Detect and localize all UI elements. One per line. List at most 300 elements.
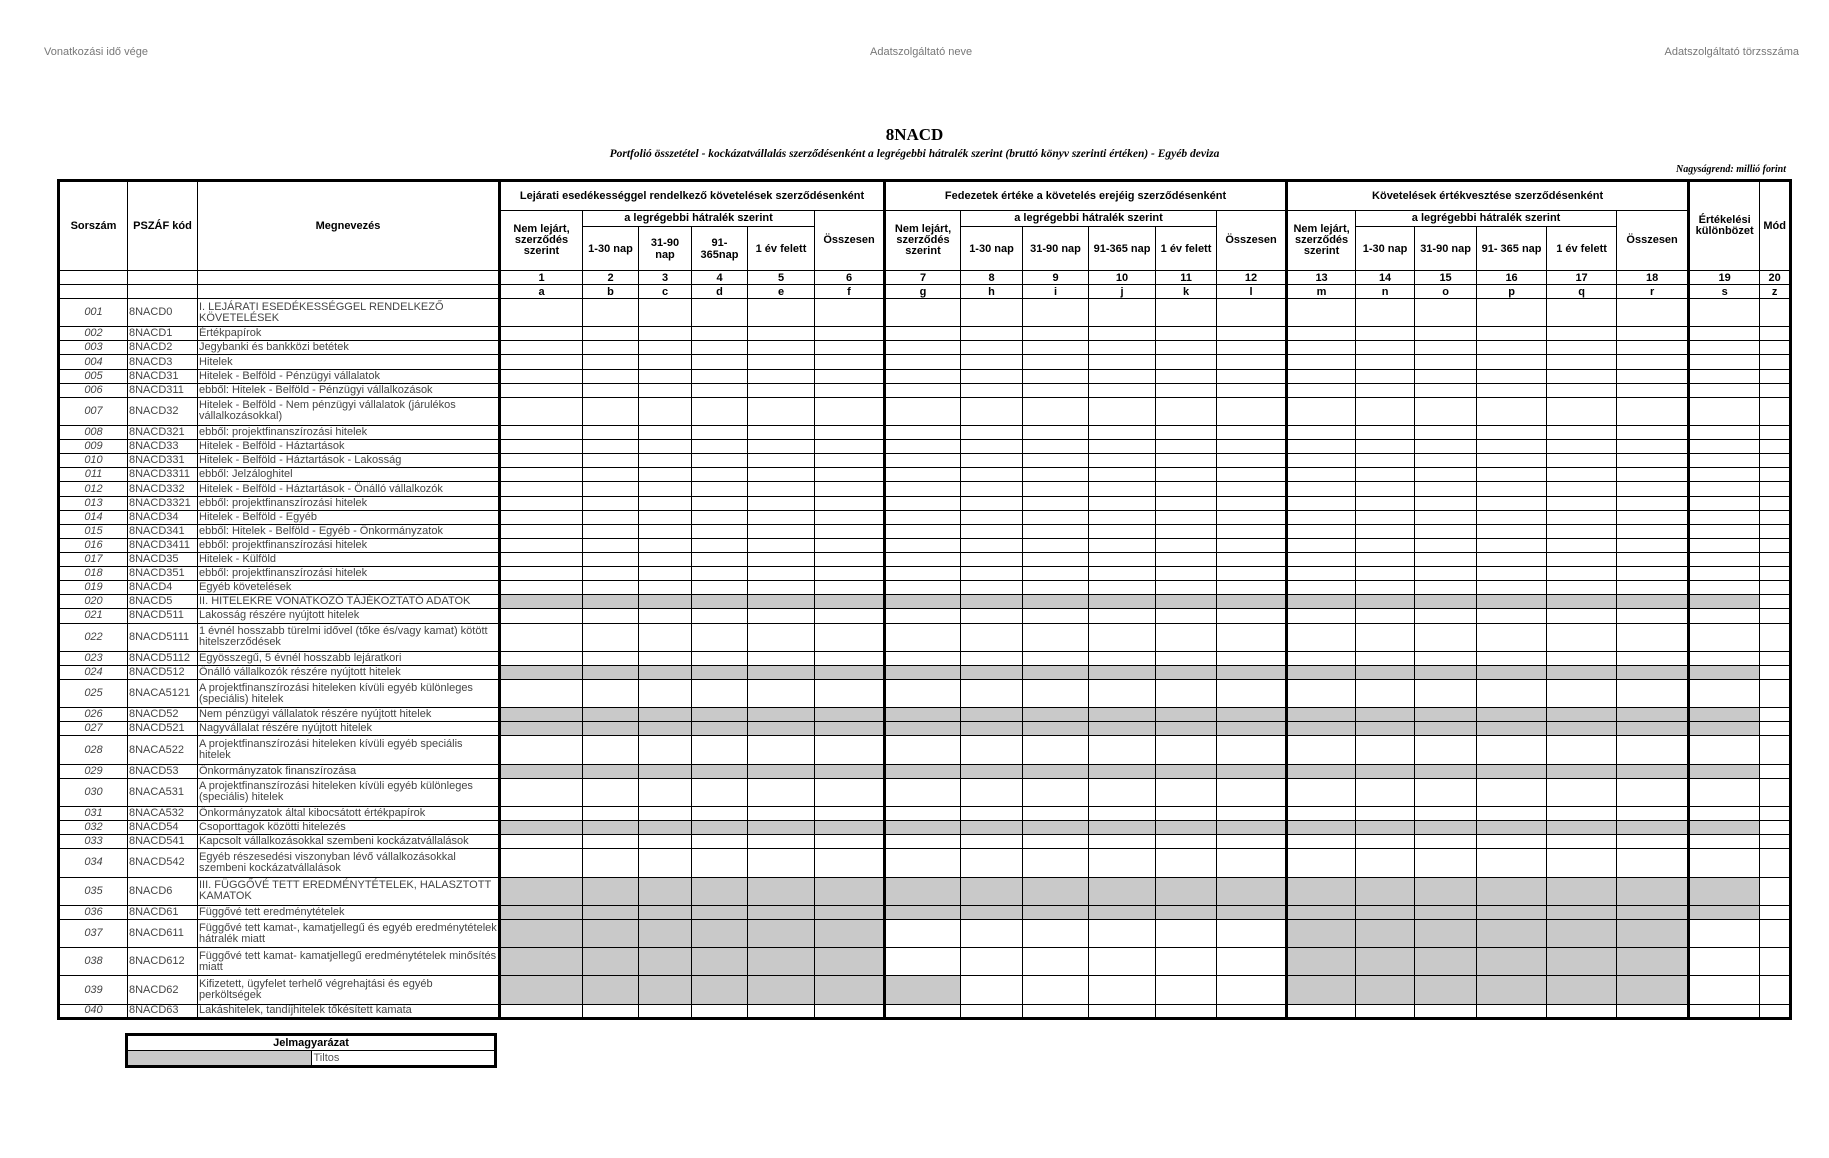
data-cell[interactable] [1760, 553, 1791, 567]
data-cell[interactable] [1415, 538, 1477, 552]
data-cell[interactable] [1217, 665, 1287, 679]
data-cell[interactable] [1217, 496, 1287, 510]
data-cell[interactable] [1023, 722, 1089, 736]
data-cell[interactable] [1023, 595, 1089, 609]
data-cell[interactable] [1415, 708, 1477, 722]
data-cell[interactable] [1217, 595, 1287, 609]
data-cell[interactable] [1356, 355, 1415, 369]
data-cell[interactable] [1156, 553, 1217, 567]
data-cell[interactable] [815, 651, 885, 665]
data-cell[interactable] [500, 510, 583, 524]
data-cell[interactable] [500, 778, 583, 806]
data-cell[interactable] [500, 976, 583, 1004]
data-cell[interactable] [1287, 299, 1356, 327]
data-cell[interactable] [961, 680, 1023, 708]
data-cell[interactable] [692, 849, 748, 877]
data-cell[interactable] [1156, 524, 1217, 538]
data-cell[interactable] [1689, 919, 1760, 947]
data-cell[interactable] [1089, 553, 1156, 567]
data-cell[interactable] [1617, 905, 1689, 919]
data-cell[interactable] [1689, 553, 1760, 567]
data-cell[interactable] [1023, 468, 1089, 482]
data-cell[interactable] [1547, 835, 1617, 849]
data-cell[interactable] [1156, 397, 1217, 425]
data-cell[interactable] [748, 736, 815, 764]
data-cell[interactable] [1760, 538, 1791, 552]
data-cell[interactable] [1547, 948, 1617, 976]
data-cell[interactable] [1356, 567, 1415, 581]
data-cell[interactable] [1156, 383, 1217, 397]
data-cell[interactable] [1477, 426, 1547, 440]
data-cell[interactable] [1760, 736, 1791, 764]
data-cell[interactable] [1689, 426, 1760, 440]
data-cell[interactable] [1217, 919, 1287, 947]
data-cell[interactable] [748, 877, 815, 905]
data-cell[interactable] [1217, 736, 1287, 764]
data-cell[interactable] [1689, 849, 1760, 877]
data-cell[interactable] [1217, 948, 1287, 976]
data-cell[interactable] [1689, 665, 1760, 679]
data-cell[interactable] [1760, 877, 1791, 905]
data-cell[interactable] [583, 397, 639, 425]
data-cell[interactable] [1089, 369, 1156, 383]
data-cell[interactable] [1547, 976, 1617, 1004]
data-cell[interactable] [1156, 468, 1217, 482]
data-cell[interactable] [1760, 651, 1791, 665]
data-cell[interactable] [692, 905, 748, 919]
data-cell[interactable] [1217, 708, 1287, 722]
data-cell[interactable] [692, 665, 748, 679]
data-cell[interactable] [1156, 665, 1217, 679]
data-cell[interactable] [1760, 778, 1791, 806]
data-cell[interactable] [1023, 736, 1089, 764]
data-cell[interactable] [1760, 680, 1791, 708]
data-cell[interactable] [1217, 905, 1287, 919]
data-cell[interactable] [1760, 623, 1791, 651]
data-cell[interactable] [1415, 778, 1477, 806]
data-cell[interactable] [1287, 327, 1356, 341]
data-cell[interactable] [1356, 581, 1415, 595]
data-cell[interactable] [815, 778, 885, 806]
data-cell[interactable] [583, 905, 639, 919]
data-cell[interactable] [500, 538, 583, 552]
data-cell[interactable] [885, 919, 961, 947]
data-cell[interactable] [748, 341, 815, 355]
data-cell[interactable] [815, 355, 885, 369]
data-cell[interactable] [1760, 948, 1791, 976]
data-cell[interactable] [1089, 581, 1156, 595]
data-cell[interactable] [1415, 821, 1477, 835]
data-cell[interactable] [1356, 299, 1415, 327]
data-cell[interactable] [1415, 397, 1477, 425]
data-cell[interactable] [1156, 835, 1217, 849]
data-cell[interactable] [961, 778, 1023, 806]
data-cell[interactable] [1617, 764, 1689, 778]
data-cell[interactable] [500, 919, 583, 947]
data-cell[interactable] [1760, 440, 1791, 454]
data-cell[interactable] [500, 426, 583, 440]
data-cell[interactable] [583, 553, 639, 567]
data-cell[interactable] [1760, 510, 1791, 524]
data-cell[interactable] [815, 736, 885, 764]
data-cell[interactable] [1217, 567, 1287, 581]
data-cell[interactable] [885, 454, 961, 468]
data-cell[interactable] [1356, 510, 1415, 524]
data-cell[interactable] [1617, 468, 1689, 482]
data-cell[interactable] [1089, 510, 1156, 524]
data-cell[interactable] [1287, 440, 1356, 454]
data-cell[interactable] [815, 877, 885, 905]
data-cell[interactable] [1689, 778, 1760, 806]
data-cell[interactable] [815, 609, 885, 623]
data-cell[interactable] [1617, 778, 1689, 806]
data-cell[interactable] [1617, 976, 1689, 1004]
data-cell[interactable] [500, 468, 583, 482]
data-cell[interactable] [1760, 722, 1791, 736]
data-cell[interactable] [1356, 722, 1415, 736]
data-cell[interactable] [1356, 623, 1415, 651]
data-cell[interactable] [1547, 708, 1617, 722]
data-cell[interactable] [1477, 651, 1547, 665]
data-cell[interactable] [1760, 821, 1791, 835]
data-cell[interactable] [1689, 736, 1760, 764]
data-cell[interactable] [748, 919, 815, 947]
data-cell[interactable] [639, 905, 692, 919]
data-cell[interactable] [1356, 651, 1415, 665]
data-cell[interactable] [692, 651, 748, 665]
data-cell[interactable] [815, 397, 885, 425]
data-cell[interactable] [1760, 1004, 1791, 1018]
data-cell[interactable] [1356, 383, 1415, 397]
data-cell[interactable] [1287, 905, 1356, 919]
data-cell[interactable] [1217, 1004, 1287, 1018]
data-cell[interactable] [885, 524, 961, 538]
data-cell[interactable] [692, 510, 748, 524]
data-cell[interactable] [885, 567, 961, 581]
data-cell[interactable] [1689, 680, 1760, 708]
data-cell[interactable] [500, 708, 583, 722]
data-cell[interactable] [961, 397, 1023, 425]
data-cell[interactable] [885, 835, 961, 849]
data-cell[interactable] [583, 440, 639, 454]
data-cell[interactable] [961, 665, 1023, 679]
data-cell[interactable] [1617, 877, 1689, 905]
data-cell[interactable] [500, 835, 583, 849]
data-cell[interactable] [639, 807, 692, 821]
data-cell[interactable] [1477, 355, 1547, 369]
data-cell[interactable] [1415, 553, 1477, 567]
data-cell[interactable] [639, 538, 692, 552]
data-cell[interactable] [1547, 623, 1617, 651]
data-cell[interactable] [1287, 355, 1356, 369]
data-cell[interactable] [1023, 976, 1089, 1004]
data-cell[interactable] [1356, 877, 1415, 905]
data-cell[interactable] [1287, 736, 1356, 764]
data-cell[interactable] [583, 623, 639, 651]
data-cell[interactable] [1547, 299, 1617, 327]
data-cell[interactable] [961, 736, 1023, 764]
data-cell[interactable] [961, 764, 1023, 778]
data-cell[interactable] [815, 849, 885, 877]
data-cell[interactable] [748, 383, 815, 397]
data-cell[interactable] [500, 595, 583, 609]
data-cell[interactable] [1217, 807, 1287, 821]
data-cell[interactable] [1617, 708, 1689, 722]
data-cell[interactable] [1287, 581, 1356, 595]
data-cell[interactable] [692, 538, 748, 552]
data-cell[interactable] [1089, 341, 1156, 355]
data-cell[interactable] [1415, 976, 1477, 1004]
data-cell[interactable] [748, 426, 815, 440]
data-cell[interactable] [583, 581, 639, 595]
data-cell[interactable] [815, 468, 885, 482]
data-cell[interactable] [1760, 807, 1791, 821]
data-cell[interactable] [639, 919, 692, 947]
data-cell[interactable] [1287, 680, 1356, 708]
data-cell[interactable] [1356, 553, 1415, 567]
data-cell[interactable] [1547, 680, 1617, 708]
data-cell[interactable] [583, 299, 639, 327]
data-cell[interactable] [748, 849, 815, 877]
data-cell[interactable] [1156, 595, 1217, 609]
data-cell[interactable] [1089, 708, 1156, 722]
data-cell[interactable] [815, 807, 885, 821]
data-cell[interactable] [1547, 722, 1617, 736]
data-cell[interactable] [1023, 1004, 1089, 1018]
data-cell[interactable] [583, 807, 639, 821]
data-cell[interactable] [1760, 849, 1791, 877]
data-cell[interactable] [1023, 482, 1089, 496]
data-cell[interactable] [1023, 440, 1089, 454]
data-cell[interactable] [1415, 736, 1477, 764]
data-cell[interactable] [1760, 482, 1791, 496]
data-cell[interactable] [885, 976, 961, 1004]
data-cell[interactable] [639, 510, 692, 524]
data-cell[interactable] [1156, 708, 1217, 722]
data-cell[interactable] [885, 538, 961, 552]
data-cell[interactable] [1477, 567, 1547, 581]
data-cell[interactable] [961, 327, 1023, 341]
data-cell[interactable] [1617, 510, 1689, 524]
data-cell[interactable] [1089, 835, 1156, 849]
data-cell[interactable] [500, 299, 583, 327]
data-cell[interactable] [692, 482, 748, 496]
data-cell[interactable] [1477, 849, 1547, 877]
data-cell[interactable] [583, 355, 639, 369]
data-cell[interactable] [1415, 341, 1477, 355]
data-cell[interactable] [500, 397, 583, 425]
data-cell[interactable] [1547, 397, 1617, 425]
data-cell[interactable] [1217, 299, 1287, 327]
data-cell[interactable] [1156, 877, 1217, 905]
data-cell[interactable] [885, 623, 961, 651]
data-cell[interactable] [1287, 553, 1356, 567]
data-cell[interactable] [815, 680, 885, 708]
data-cell[interactable] [1356, 764, 1415, 778]
data-cell[interactable] [692, 778, 748, 806]
data-cell[interactable] [748, 538, 815, 552]
data-cell[interactable] [1287, 708, 1356, 722]
data-cell[interactable] [1089, 736, 1156, 764]
data-cell[interactable] [500, 849, 583, 877]
data-cell[interactable] [1689, 468, 1760, 482]
data-cell[interactable] [1415, 680, 1477, 708]
data-cell[interactable] [815, 764, 885, 778]
data-cell[interactable] [1760, 383, 1791, 397]
data-cell[interactable] [815, 524, 885, 538]
data-cell[interactable] [815, 948, 885, 976]
data-cell[interactable] [1547, 468, 1617, 482]
data-cell[interactable] [500, 440, 583, 454]
data-cell[interactable] [639, 299, 692, 327]
data-cell[interactable] [1023, 849, 1089, 877]
data-cell[interactable] [1217, 553, 1287, 567]
data-cell[interactable] [961, 510, 1023, 524]
data-cell[interactable] [961, 722, 1023, 736]
data-cell[interactable] [500, 877, 583, 905]
data-cell[interactable] [961, 524, 1023, 538]
data-cell[interactable] [500, 454, 583, 468]
data-cell[interactable] [815, 595, 885, 609]
data-cell[interactable] [1023, 609, 1089, 623]
data-cell[interactable] [1089, 764, 1156, 778]
data-cell[interactable] [583, 849, 639, 877]
data-cell[interactable] [500, 764, 583, 778]
data-cell[interactable] [815, 482, 885, 496]
data-cell[interactable] [885, 665, 961, 679]
data-cell[interactable] [1217, 426, 1287, 440]
data-cell[interactable] [1617, 454, 1689, 468]
data-cell[interactable] [1617, 849, 1689, 877]
data-cell[interactable] [500, 651, 583, 665]
data-cell[interactable] [1617, 736, 1689, 764]
data-cell[interactable] [500, 341, 583, 355]
data-cell[interactable] [692, 383, 748, 397]
data-cell[interactable] [748, 976, 815, 1004]
data-cell[interactable] [1477, 454, 1547, 468]
data-cell[interactable] [1089, 327, 1156, 341]
data-cell[interactable] [748, 651, 815, 665]
data-cell[interactable] [1760, 454, 1791, 468]
data-cell[interactable] [1217, 623, 1287, 651]
data-cell[interactable] [885, 369, 961, 383]
data-cell[interactable] [885, 341, 961, 355]
data-cell[interactable] [500, 581, 583, 595]
data-cell[interactable] [885, 764, 961, 778]
data-cell[interactable] [1415, 609, 1477, 623]
data-cell[interactable] [1689, 807, 1760, 821]
data-cell[interactable] [692, 623, 748, 651]
data-cell[interactable] [1477, 736, 1547, 764]
data-cell[interactable] [1547, 454, 1617, 468]
data-cell[interactable] [639, 821, 692, 835]
data-cell[interactable] [748, 327, 815, 341]
data-cell[interactable] [815, 496, 885, 510]
data-cell[interactable] [1415, 327, 1477, 341]
data-cell[interactable] [1356, 440, 1415, 454]
data-cell[interactable] [1617, 623, 1689, 651]
data-cell[interactable] [1287, 764, 1356, 778]
data-cell[interactable] [1217, 468, 1287, 482]
data-cell[interactable] [639, 482, 692, 496]
data-cell[interactable] [1156, 807, 1217, 821]
data-cell[interactable] [961, 976, 1023, 1004]
data-cell[interactable] [583, 651, 639, 665]
data-cell[interactable] [692, 524, 748, 538]
data-cell[interactable] [885, 397, 961, 425]
data-cell[interactable] [1287, 496, 1356, 510]
data-cell[interactable] [583, 468, 639, 482]
data-cell[interactable] [748, 835, 815, 849]
data-cell[interactable] [1415, 496, 1477, 510]
data-cell[interactable] [1089, 821, 1156, 835]
data-cell[interactable] [1477, 835, 1547, 849]
data-cell[interactable] [692, 948, 748, 976]
data-cell[interactable] [500, 327, 583, 341]
data-cell[interactable] [1356, 736, 1415, 764]
data-cell[interactable] [1547, 553, 1617, 567]
data-cell[interactable] [1156, 680, 1217, 708]
data-cell[interactable] [885, 383, 961, 397]
data-cell[interactable] [583, 524, 639, 538]
data-cell[interactable] [1477, 341, 1547, 355]
data-cell[interactable] [1089, 680, 1156, 708]
data-cell[interactable] [748, 553, 815, 567]
data-cell[interactable] [1547, 807, 1617, 821]
data-cell[interactable] [1617, 369, 1689, 383]
data-cell[interactable] [1217, 680, 1287, 708]
data-cell[interactable] [815, 369, 885, 383]
data-cell[interactable] [748, 524, 815, 538]
data-cell[interactable] [961, 708, 1023, 722]
data-cell[interactable] [1356, 976, 1415, 1004]
data-cell[interactable] [1477, 524, 1547, 538]
data-cell[interactable] [583, 327, 639, 341]
data-cell[interactable] [1617, 665, 1689, 679]
data-cell[interactable] [639, 397, 692, 425]
data-cell[interactable] [1547, 440, 1617, 454]
data-cell[interactable] [1089, 397, 1156, 425]
data-cell[interactable] [1617, 426, 1689, 440]
data-cell[interactable] [748, 821, 815, 835]
data-cell[interactable] [1477, 609, 1547, 623]
data-cell[interactable] [692, 440, 748, 454]
data-cell[interactable] [1217, 835, 1287, 849]
data-cell[interactable] [1689, 948, 1760, 976]
data-cell[interactable] [1089, 976, 1156, 1004]
data-cell[interactable] [583, 538, 639, 552]
data-cell[interactable] [1689, 383, 1760, 397]
data-cell[interactable] [1287, 595, 1356, 609]
data-cell[interactable] [1415, 299, 1477, 327]
data-cell[interactable] [1156, 722, 1217, 736]
data-cell[interactable] [1089, 849, 1156, 877]
data-cell[interactable] [1760, 976, 1791, 1004]
data-cell[interactable] [961, 454, 1023, 468]
data-cell[interactable] [692, 369, 748, 383]
data-cell[interactable] [500, 369, 583, 383]
data-cell[interactable] [1617, 821, 1689, 835]
data-cell[interactable] [639, 849, 692, 877]
data-cell[interactable] [1287, 948, 1356, 976]
data-cell[interactable] [1356, 454, 1415, 468]
data-cell[interactable] [885, 355, 961, 369]
data-cell[interactable] [1477, 821, 1547, 835]
data-cell[interactable] [1415, 764, 1477, 778]
data-cell[interactable] [1689, 722, 1760, 736]
data-cell[interactable] [1689, 976, 1760, 1004]
data-cell[interactable] [1477, 369, 1547, 383]
